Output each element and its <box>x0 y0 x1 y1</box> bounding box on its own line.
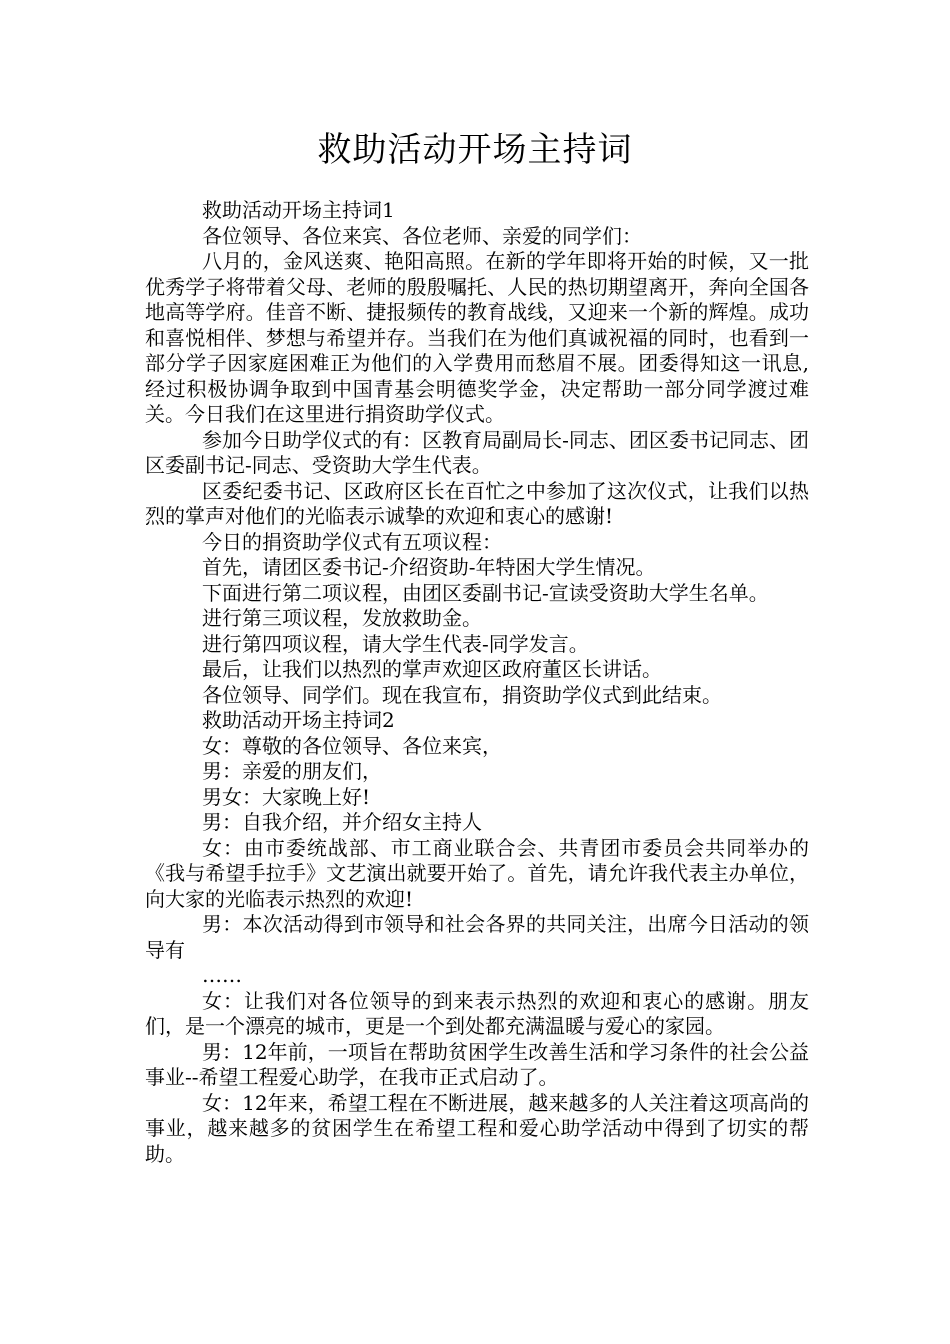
paragraph: 男：亲爱的朋友们， <box>202 759 382 783</box>
paragraph: 下面进行第二项议程，由团区委副书记-宣读受资助大学生名单。 <box>202 580 769 605</box>
paragraph: 各位领导、各位来宾、各位老师、亲爱的同学们： <box>202 223 642 248</box>
paragraph: 首先，请团区委书记-介绍资助-年特困大学生情况。 <box>202 555 656 579</box>
paragraph: 男：12年前，一项旨在帮助贫困学生改善生活和学习条件的社会公益事业--希望工程爱心助学，在我市正式启动了。 <box>145 1039 809 1089</box>
paragraph: 女：12年来，希望工程在不断进展，越来越多的人关注着这项高尚的事业，越来越多的贫困学生在希望工程和爱心助学活动中得到了切实的帮助。 <box>145 1090 809 1166</box>
paragraph: 区委纪委书记、区政府区长在百忙之中参加了这次仪式，让我们以热烈的掌声对他们的光临表示诚挚的欢迎和衷心的感谢! <box>145 478 809 528</box>
paragraph: 进行第三项议程，发放救助金。 <box>202 606 482 630</box>
paragraph: …… <box>202 963 242 987</box>
paragraph: 男：自我介绍，并介绍女主持人 <box>202 810 482 834</box>
paragraph: 各位领导、同学们。现在我宣布，捐资助学仪式到此结束。 <box>202 682 722 707</box>
paragraph: 救助活动开场主持词1 <box>202 198 395 222</box>
paragraph: 男女：大家晚上好! <box>202 784 371 809</box>
document-body <box>145 198 809 1167</box>
paragraph: 最后，让我们以热烈的掌声欢迎区政府董区长讲话。 <box>202 657 662 681</box>
paragraph: 女：由市委统战部、市工商业联合会、共青团市委员会共同举办的《我与希望手拉手》文艺演出就要开始了。首先，请允许我代表主办单位，向大家的光临表示热烈的欢迎! <box>145 835 809 911</box>
paragraph: 参加今日助学仪式的有：区教育局副局长-同志、团区委书记同志、团区委副书记-同志、受资助大学生代表。 <box>145 427 809 477</box>
paragraph: 女：让我们对各位领导的到来表示热烈的欢迎和衷心的感谢。朋友们，是一个漂亮的城市，更是一个到处都充满温暖与爱心的家园。 <box>145 988 809 1038</box>
paragraph: 进行第四项议程，请大学生代表-同学发言。 <box>202 631 589 656</box>
paragraph: 女：尊敬的各位领导、各位来宾， <box>202 733 502 758</box>
document-title: 救助活动开场主持词 <box>317 130 633 170</box>
paragraph: 救助活动开场主持词2 <box>202 708 395 732</box>
paragraph: 八月的，金风送爽、艳阳高照。在新的学年即将开始的时候，又一批优秀学子将带着父母、老师的殷殷嘱托、人民的热切期望离开，奔向全国各地高等学府。佳音不断、捷报频传的教育战线，又迎来一个新的辉煌。成功和喜悦相伴、梦想与希望并存。当我们在为他们真诚祝福的同时，也看到一部分学子因家庭困难正为他们的入学费用而愁眉不展。团委得知这一讯息,经过积极协调争取到中国青基会明德奖学金，决定帮助一部分同学渡过难关。今日我们在这里进行捐资助学仪式。 <box>145 249 809 426</box>
paragraph: 今日的捐资助学仪式有五项议程： <box>202 529 502 554</box>
paragraph: 男：本次活动得到市领导和社会各界的共同关注，出席今日活动的领导有 <box>145 912 809 962</box>
